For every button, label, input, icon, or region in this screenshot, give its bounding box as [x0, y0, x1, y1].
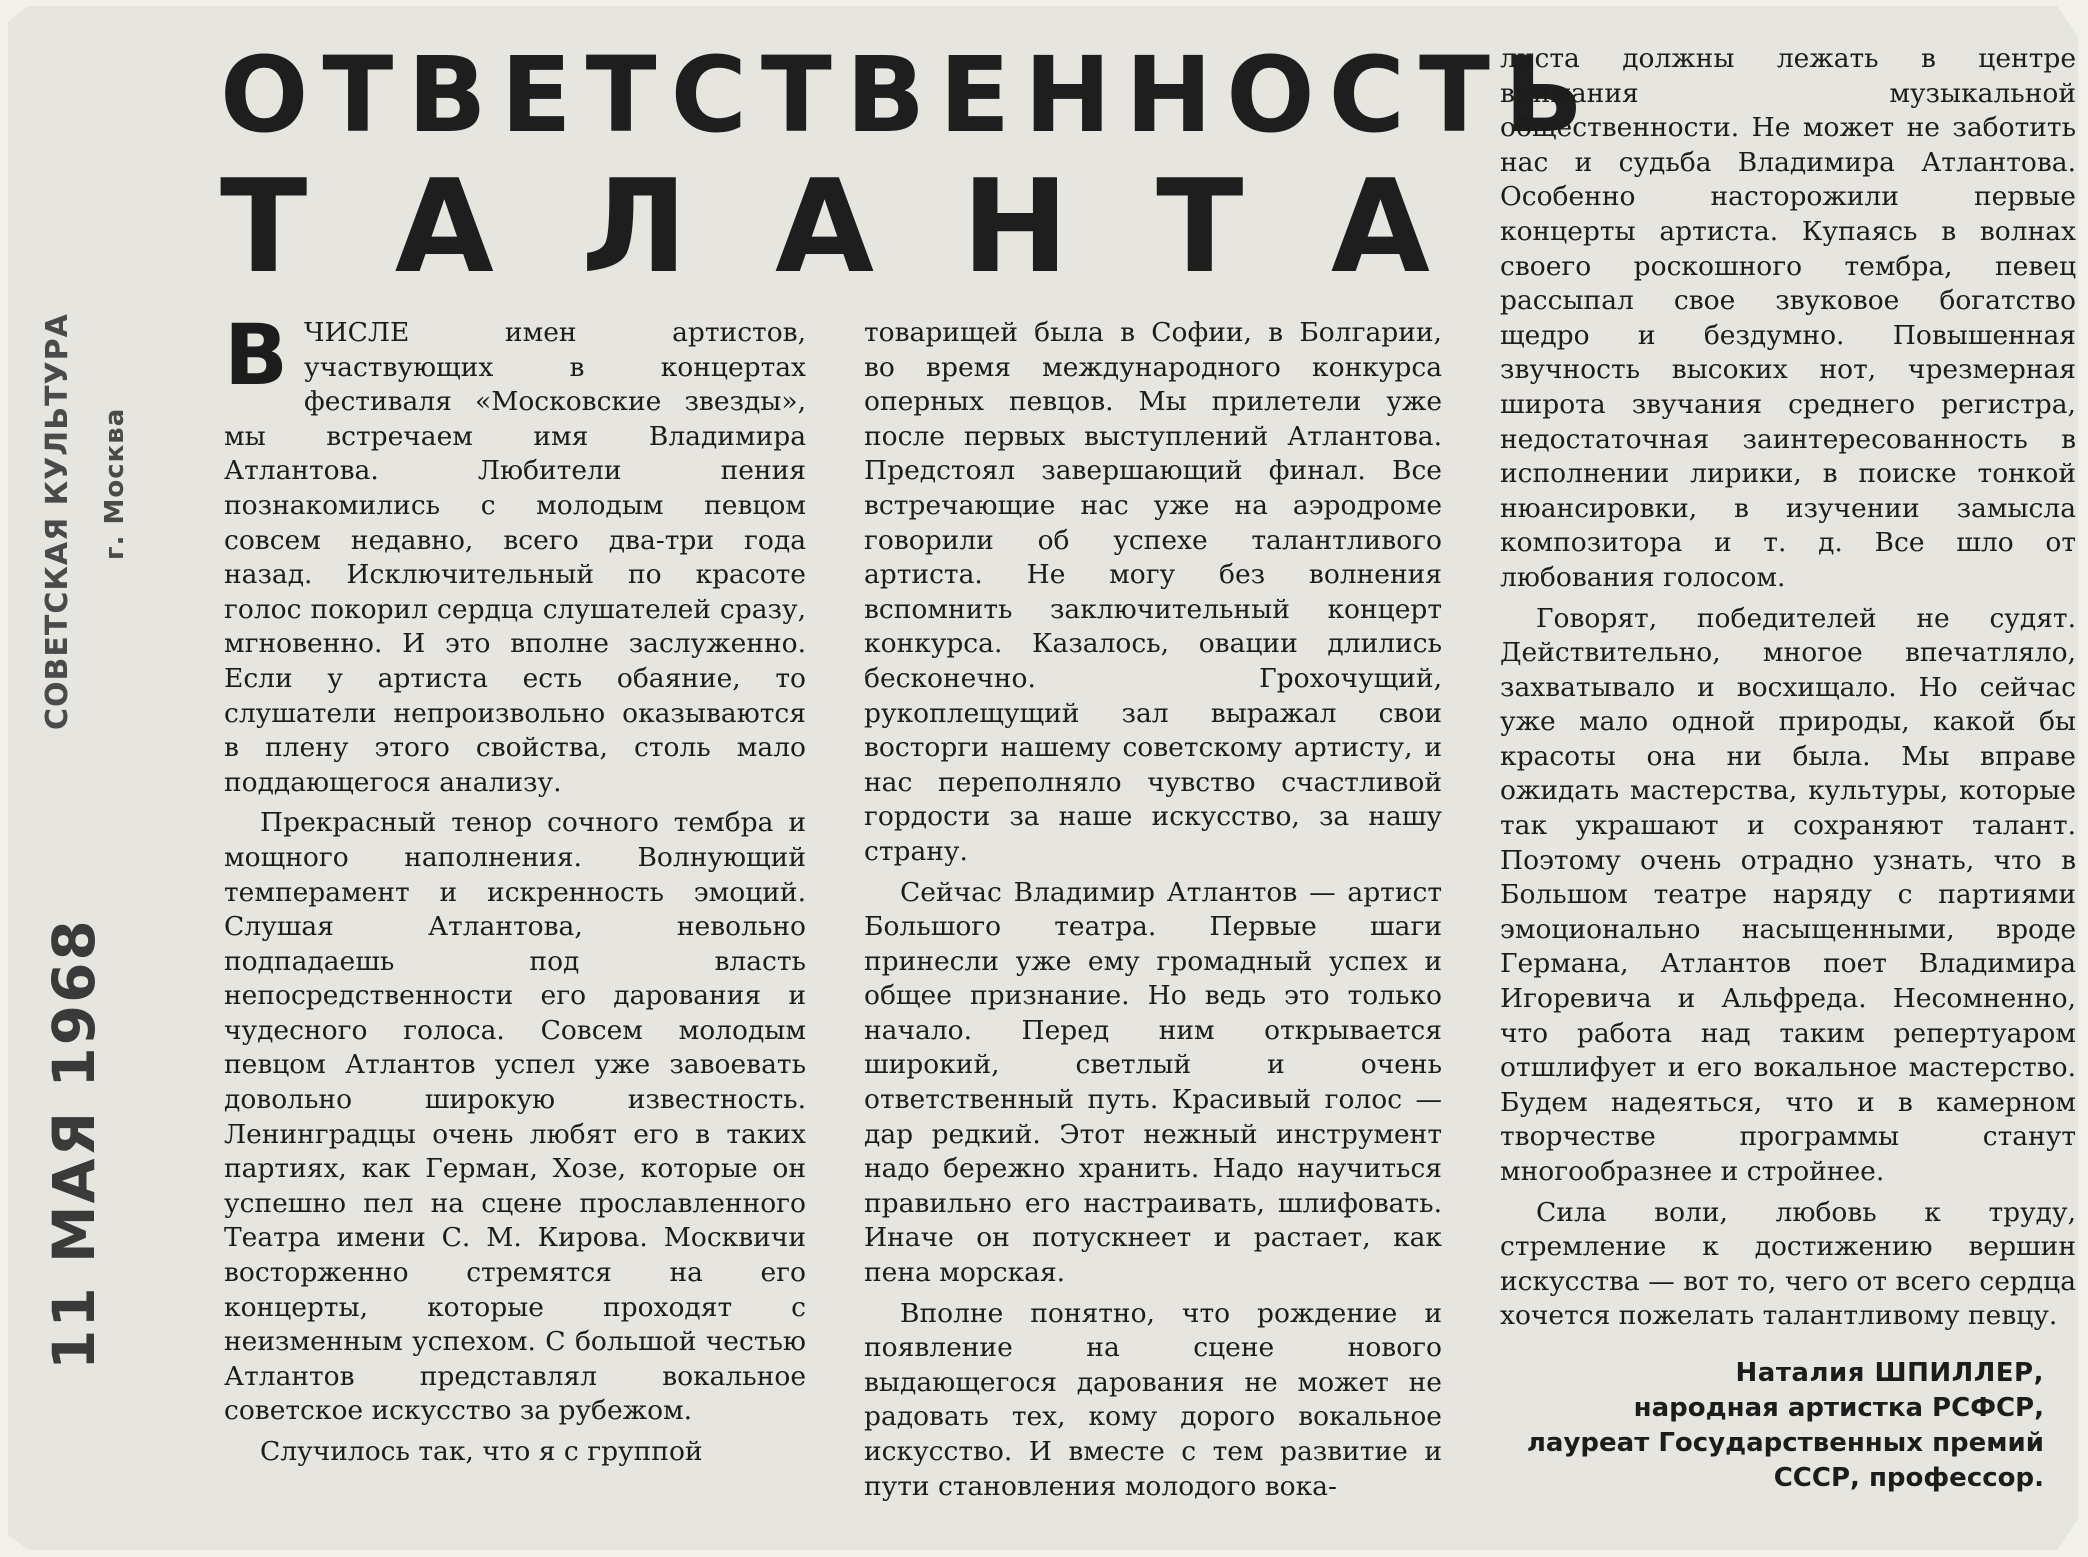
date-stamp: 11 МАЯ 1968 — [40, 918, 108, 1370]
paragraph: Прекрасный тенор сочного тембра и мощного наполнения. Волнующий темперамент и искренность эмоций. Слушая Атлантова, невольно подпадаешь под власть непосредственности его дарования и чудесного голоса. Совсем молодым певцом Атлантов успел уже завоевать довольно широкую известность. Ленинградцы очень любят его в таких партиях, как Герман, Хозе, которые он успешно пел на сцене прославленного Театра имени С. М. Кирова. Москвичи восторженно стремятся на его концерты, которые проходят с неизменным успехом. С большой честью Атлантов представлял вокальное советское искусство за рубежом. — [224, 807, 806, 1427]
headline-letter: А — [394, 153, 494, 302]
author-signature — [1500, 1356, 2044, 1496]
headline-letter: Н — [961, 153, 1069, 302]
paragraph: Случилось так, что я с группой — [260, 1436, 703, 1467]
headline-line-1: ОТВЕТСТВЕННОСТЬ — [220, 34, 1598, 156]
author-name: Наталия ШПИЛЛЕР, — [1735, 1358, 2044, 1388]
author-awards: лауреат Государственных премий СССР, профессор. — [1526, 1428, 2044, 1493]
headline-letter: А — [1330, 153, 1430, 302]
paragraph: Сейчас Владимир Атлантов — артист Большого театра. Первые шаги принесли уже ему громадный успех и общее признание. Но ведь это только начало. Перед ним открывается широкий, светлый и очень ответственный путь. Красивый голос — дар редкий. Этот нежный инструмент надо бережно хранить. Надо научиться правильно его настраивать, шлифовать. Иначе он потускнеет и растает, как пена морская. — [864, 876, 1442, 1289]
headline-line-2 — [220, 153, 1430, 302]
paragraph-text: ЧИСЛЕ имен артистов, участвующих в концертах фестиваля «Московские звезды», мы встречаем имя Владимира Атлантова. Любители пения познакомились с молодым певцом совсем недавно, всего два-три года назад. Исключительный по красоте голос покорил сердца слушателей сразу, мгновенно. И это вполне заслуженно. Если у артиста есть обаяние, то слушатели непроизвольно оказываются в плену этого свойства, столь мало поддающегося анализу. — [224, 317, 806, 798]
paragraph: листа должны лежать в центре внимания музыкальной общественности. Не может не заботить нас и судьба Владимира Атлантова. Особенно насторожили первые концерты артиста. Купаясь в волнах своего роскошного тембра, певец рассыпал свое звуковое богатство щедро и бездумно. Повышенная звучность высоких нот, чрезмерная широта звучания среднего регистра, недостаточная заинтересованность в исполнении лирики, в поиске тонкой нюансировки, в изучении замысла композитора и т. д. Все шло от любования голосом. — [1500, 43, 2076, 593]
headline-letter: Т — [1156, 153, 1244, 302]
drop-cap: В — [224, 306, 289, 404]
headline-letter: А — [775, 153, 875, 302]
paragraph: товарищей была в Софии, в Болгарии, во время международного конкурса оперных певцов. Мы прилетели уже после первых выступлений Атлантова. Предстоял завершающий финал. Все встречающие нас уже на аэродроме говорили об успехе талантливого артиста. Не могу без волнения вспомнить заключительный концерт конкурса. Казалось, овации длились бесконечно. Грохочущий, рукоплещущий зал выражал свои восторги нашему советскому артисту, и нас переполняло чувство счастливой гордости за наше искусство, за нашу страну. — [864, 317, 1442, 867]
paragraph: Говорят, победителей не судят. Действительно, многое впечатляло, захватывало и восхищало. Но сейчас уже мало одной природы, какой бы красоты она ни была. Мы вправе ожидать мастерства, культуры, которые так украшают и сохраняют талант. Поэтому очень отрадно узнать, что в Большом театре наряду с партиями эмоционально насыщенными, вроде Германа, Атлантов поет Владимира Игоревича и Альфреда. Несомненно, что работа над таким репертуаром отшлифует и его вокальное мастерство. Будем надеяться, что и в камерном творчестве программы станут многообразнее и стройнее. — [1500, 602, 2076, 1187]
publication-stamp: СОВЕТСКАЯ КУЛЬТУРА — [40, 313, 75, 730]
headline-letter: Л — [581, 153, 688, 302]
article-column-2 — [864, 316, 1442, 1504]
headline-letter: Т — [220, 153, 308, 302]
article-headline — [220, 34, 1598, 302]
article-column-3 — [1500, 42, 2076, 1334]
city-stamp: г. Москва — [100, 407, 130, 560]
paragraph — [224, 306, 806, 800]
author-title: народная артистка РСФСР, — [1633, 1393, 2044, 1423]
article-column-1 — [224, 306, 806, 1470]
paragraph: Вполне понятно, что рождение и появление на сцене нового выдающегося дарования не может не радовать тех, кому дорого вокальное искусство. И вместе с тем развитие и пути становления молодого вока- — [864, 1297, 1442, 1502]
paragraph: Сила воли, любовь к труду, стремление к достижению вершин искусства — вот то, чего от всего сердца хочется пожелать талантливому певцу. — [1500, 1196, 2076, 1332]
